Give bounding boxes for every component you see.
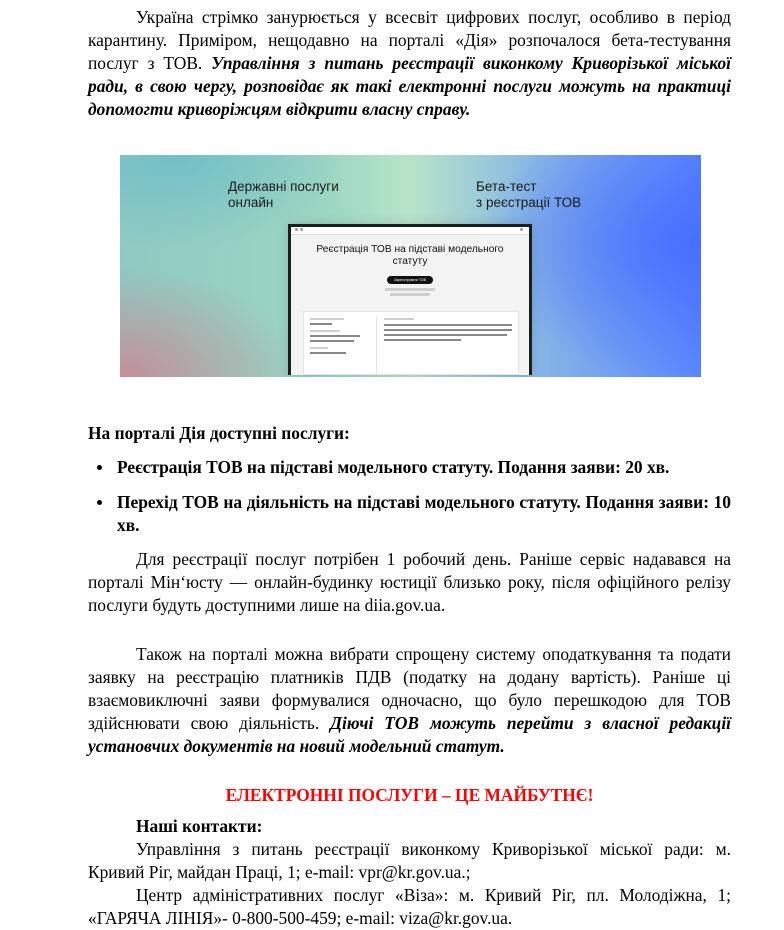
monitor-subtext-2 [390,293,430,296]
contacts-line-2: Центр адміністративних послуг «Віза»: м. Кривий Ріг, пл. Молодіжна, 1; «ГАРЯЧА ЛІНІЯ»- 0-800-500-459; e-mail: viza@kr.gov.ua. [88,885,731,928]
monitor-info-panel [303,311,519,375]
contacts-heading: Наші контакти: [136,816,263,836]
intro-paragraph [88,6,731,121]
service-item-2 [88,491,731,537]
monitor-right-column [384,318,512,344]
banner-right-line1: Бета-тест [476,179,537,194]
monitor-left-column [310,318,368,357]
tax-emphasis-text: Діючі ТОВ можуть перейти з власної редакції установчих документів на новий модельний статут. [88,713,731,756]
intro-plain-text: Україна стрімко занурюється у всесвіт цифрових послуг, особливо в період карантину. Приміром, нещодавно на порталі «Дія» розпочалося бета-тестування послуг з ТОВ. [88,7,731,73]
tax-paragraph [88,643,731,758]
diia-banner-image [120,155,701,377]
intro-emphasis-text: Управління з питань реєстрації виконкому Криворізької міської ради, в свою чергу, розповідає як такі електронні послуги можуть на практиці допомогти криворіжцям відкрити власну справу. [88,53,731,119]
monitor-register-button: Зареєструвати ТОВ [387,276,433,284]
slogan-heading: ЕЛЕКТРОННІ ПОСЛУГИ – ЦЕ МАЙБУТНЄ! [225,785,594,805]
banner-right-line2: з реєстрації ТОВ [476,195,582,210]
tax-plain-text: Також на порталі можна вибрати спрощену систему оподаткування та подати заявку на реєстрацію платників ПДВ (податку на додану вартість). Раніше ці взаємовиключні заяви формувалися одночасно, що було перешкодою для ТОВ здійснювати свою діяльність. [88,644,731,733]
monitor-browser-bar [291,227,529,235]
banner-left-line1: Державні послуги [228,179,339,194]
monitor-title: Реєстрація ТОВ на підставі модельного статуту [316,244,504,267]
contacts-line-1: Управління з питань реєстрації виконкому Криворізької міської ради: м. Кривий Ріг, майдан Праці, 1; e-mail: vpr@kr.gov.ua.; [88,839,731,882]
bullet-icon [97,465,102,470]
document-body [88,6,731,121]
services-heading: На порталі Дія доступні послуги: [88,423,350,443]
services-section [88,422,731,930]
banner-right-caption [476,179,581,211]
service-item-1 [88,456,731,479]
service-item-2-text: Перехід ТОВ на діяльність на підставі модельного статуту. Подання заяви: 10 хв. [117,492,731,535]
monitor-mockup [288,224,532,375]
registration-paragraph: Для реєстрації послуг потрібен 1 робочий день. Раніше сервіс надавався на порталі Мін‘юсту — онлайн-будинку юстиції близько року, після офіційного релізу послуги будуть доступними лише на diia.gov.ua. [88,549,731,615]
banner-left-caption [228,179,339,211]
services-list [88,456,731,537]
bullet-icon [97,500,102,505]
banner-left-line2: онлайн [228,195,274,210]
service-item-1-text: Реєстрація ТОВ на підставі модельного статуту. Подання заяви: 20 хв. [117,457,670,477]
monitor-subtext [385,288,435,291]
